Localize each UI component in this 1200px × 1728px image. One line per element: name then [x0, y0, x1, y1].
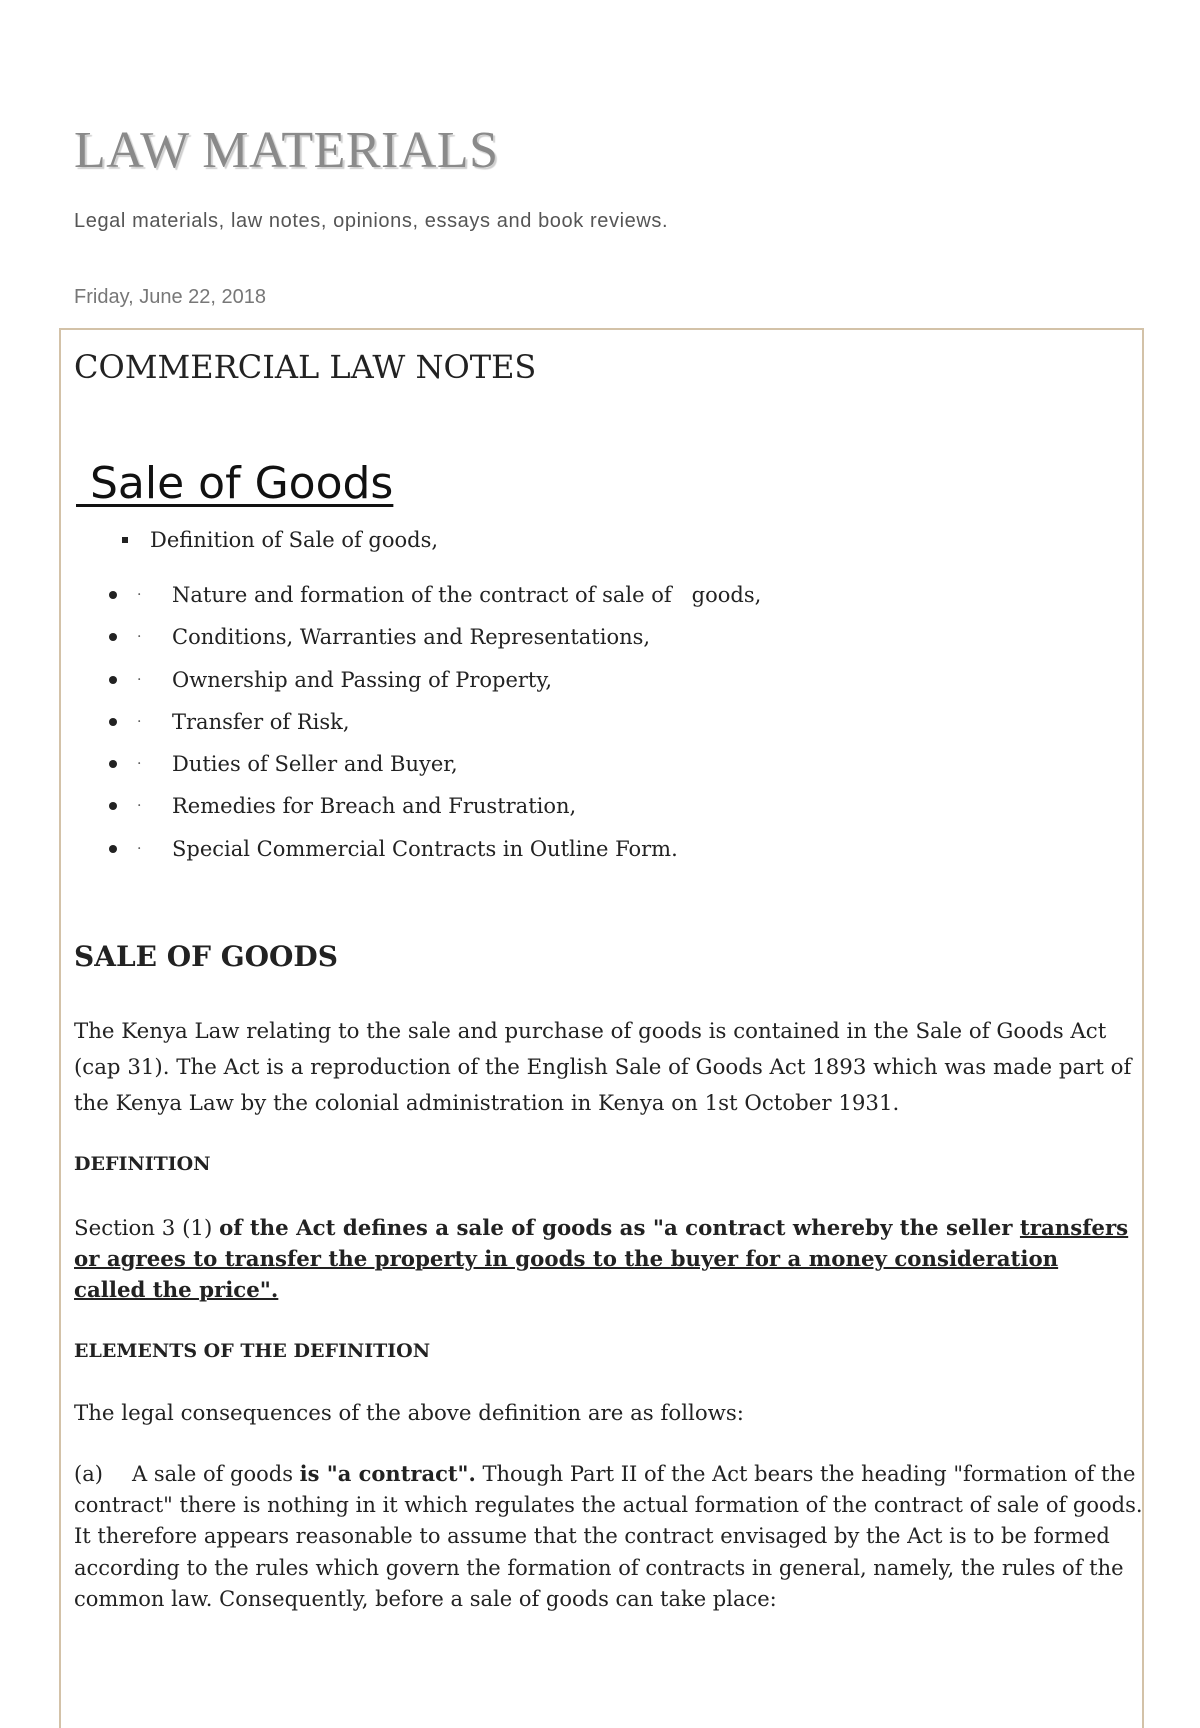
middle-dot-icon: · [137, 629, 142, 646]
elements-label: ELEMENTS OF THE DEFINITION [74, 1340, 431, 1362]
site-description: Legal materials, law notes, opinions, essays and book reviews. [74, 210, 669, 232]
middle-dot-icon: · [137, 713, 142, 730]
definition-label: DEFINITION [74, 1153, 211, 1175]
list-item-text: Nature and formation of the contract of sale of goods, [172, 583, 762, 607]
square-bullet-icon [122, 537, 128, 543]
bullet-dot-icon [109, 591, 117, 599]
point-a-paragraph [74, 1458, 1149, 1615]
middle-dot-icon: · [137, 798, 142, 815]
definition-paragraph [74, 1213, 1134, 1306]
list-item-text: Ownership and Passing of Property, [172, 667, 553, 692]
definition-lead: Section 3 (1) [74, 1216, 220, 1241]
point-a-rest: Though Part II of the Act bears the heading "formation of the contract" there is nothing in it which regulates the actual formation of the contract of sale of goods. It therefore appears reasonable to assume that the contract envisaged by the Act is to be formed according to the rules which govern the formation of contracts in general, namely, the rules of the common law. Consequently, before a sale of goods can take place: [74, 1462, 1143, 1611]
bullet-dot-icon [109, 718, 117, 726]
list-item-text: Transfer of Risk, [172, 709, 350, 734]
list-item-text: Special Commercial Contracts in Outline Form. [172, 836, 678, 861]
section-heading [76, 458, 393, 511]
list-item-text: Conditions, Warranties and Representations, [172, 625, 651, 650]
list-item-text: Duties of Seller and Buyer, [172, 752, 458, 777]
bullet-dot-icon [109, 676, 117, 684]
middle-dot-icon: · [137, 840, 142, 857]
definition-bold: of the Act defines a sale of goods as "a contract whereby the seller [219, 1216, 1020, 1241]
post-title[interactable]: COMMERCIAL LAW NOTES [74, 348, 537, 386]
sale-of-goods-heading: SALE OF GOODS [74, 940, 338, 973]
list-item-text: Remedies for Breach and Frustration, [172, 794, 577, 819]
point-a-label: (a) [74, 1462, 103, 1486]
consequences-paragraph: The legal consequences of the above definition are as follows: [74, 1401, 744, 1426]
bullet-dot-icon [109, 845, 117, 853]
list-item-text: Definition of Sale of goods, [150, 528, 439, 552]
intro-paragraph: The Kenya Law relating to the sale and purchase of goods is contained in the Sale of Goods Act (cap 31). The Act is a reproduction of the English Sale of Goods Act 1893 which was made part of the Kenya Law by the colonial administration in Kenya on 1st October 1931. [74, 1019, 1132, 1116]
middle-dot-icon: · [137, 671, 142, 688]
section-heading-text: Sale of Goods [90, 458, 394, 509]
point-a-lead: A sale of goods [132, 1462, 300, 1486]
middle-dot-icon: · [137, 756, 142, 773]
middle-dot-icon: · [137, 587, 142, 603]
point-a-bold: is "a contract". [299, 1461, 476, 1486]
site-title[interactable]: LAW MATERIALS [74, 122, 499, 179]
post-date: Friday, June 22, 2018 [74, 286, 266, 308]
list-item [122, 528, 438, 552]
definition-underlined: transfers or agrees to transfer the property in goods to the buyer for a money consideration called the price". [74, 1216, 1129, 1303]
